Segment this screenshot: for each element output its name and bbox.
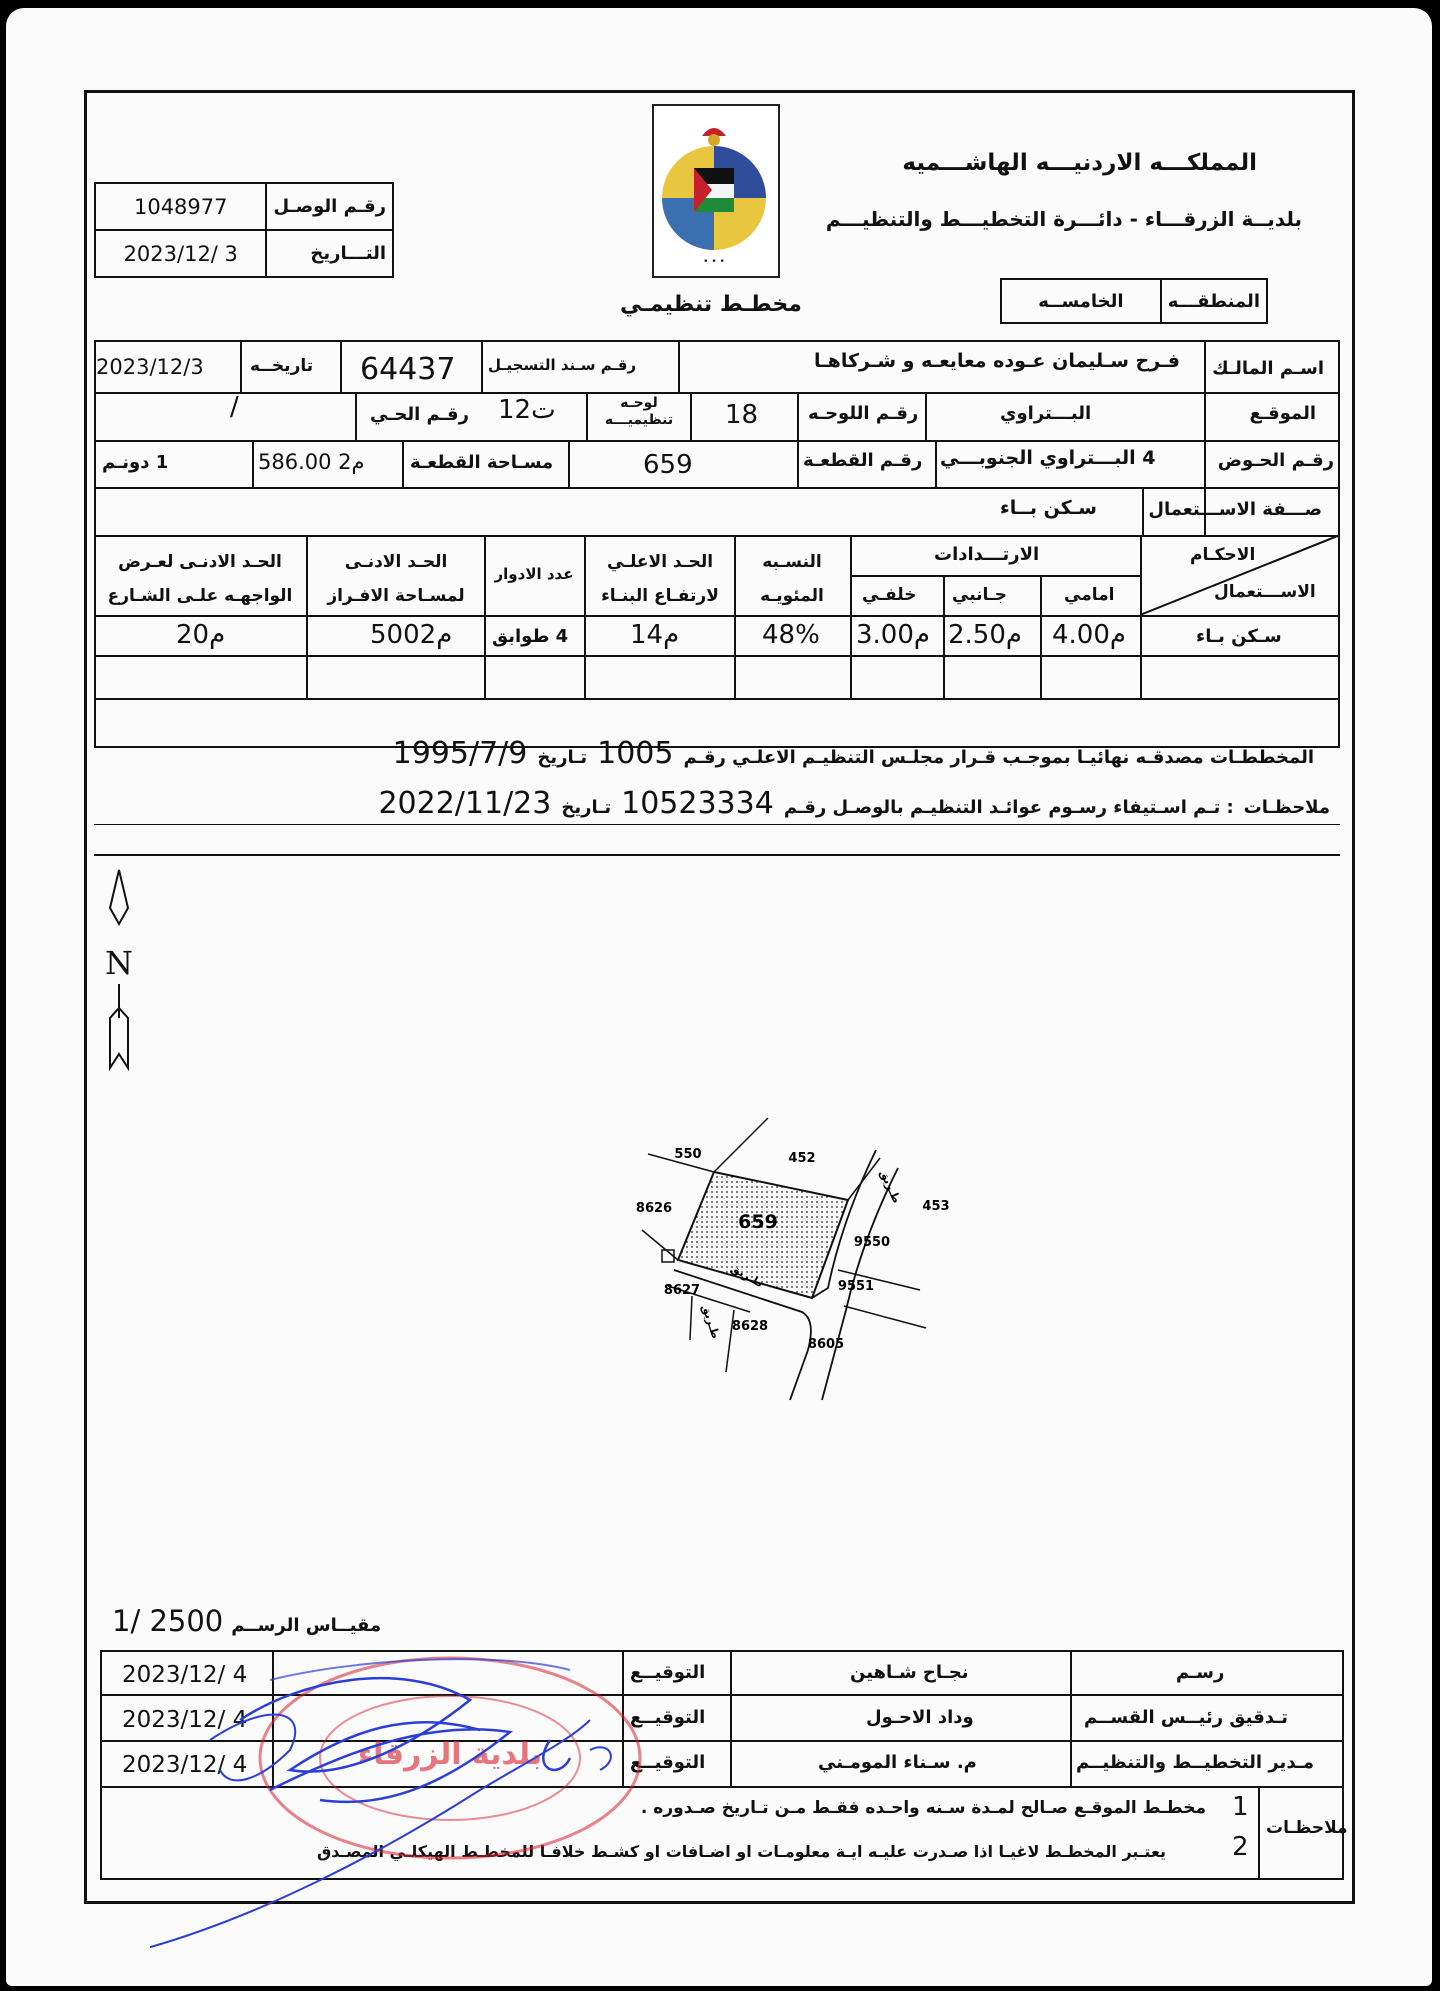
- floors-label: عدد الادوار: [494, 565, 574, 583]
- neighbor-452: 452: [788, 1151, 816, 1166]
- sig-date-director: 2023/12/ 4: [122, 1752, 248, 1778]
- reg-min-area-value: 500م2: [370, 620, 453, 650]
- neighbor-550: 550: [674, 1147, 702, 1162]
- receipt-date-label: التـــاريخ: [266, 230, 393, 277]
- neighbor-8627: 8627: [663, 1283, 701, 1298]
- approval-line: [393, 736, 1314, 771]
- reg-date-label: تاريخــه: [250, 356, 314, 376]
- reg-side-value: 2.50م: [948, 620, 1022, 650]
- neighbor-8628: 8628: [731, 1319, 769, 1334]
- reg-ratio-value: 48%: [762, 620, 820, 650]
- scale-value: 1/ 2500: [112, 1604, 224, 1638]
- reg-date-value: 2023/12/3: [96, 355, 204, 379]
- fees-note-label: ملاحظـات: [1243, 797, 1330, 818]
- sig-role-audit: تـدقيق رئيــس القســم: [1084, 1707, 1289, 1728]
- neighbor-8626: 8626: [635, 1201, 673, 1216]
- map-parcel-label: 659: [738, 1211, 778, 1233]
- fees-note-line: [378, 786, 1330, 821]
- sig-label-drawn: التوقيــع: [630, 1662, 706, 1683]
- reg-height-value: 14م: [630, 620, 680, 650]
- north-arrow: [100, 868, 150, 1074]
- approval-date: 1995/7/9: [392, 736, 528, 771]
- municipality-title: بلديــة الزرقـــاء - دائـــرة التخطيـــط والتنظيـــم: [825, 207, 1302, 231]
- approval-number: 1005: [597, 736, 674, 771]
- dunum-value: 1 دونـم: [102, 452, 169, 473]
- sig-name-director: م. سـناء المومـني: [818, 1752, 977, 1773]
- district-value: /: [230, 392, 239, 422]
- sig-label-audit: التوقيــع: [630, 1707, 706, 1728]
- parcel-value: 659: [643, 450, 693, 480]
- back-label: خلفـي: [862, 585, 917, 605]
- plan-sheet-value: ت12: [498, 395, 556, 425]
- receipt-number: 1048977: [95, 183, 266, 230]
- sig-label-director: التوقيــع: [630, 1752, 706, 1773]
- basin-value: 4 البـــتراوي الجنوبـــي: [940, 447, 1156, 469]
- usage-label: الاســـتعمال: [1214, 582, 1316, 602]
- rules-label: الاحكـام: [1190, 545, 1256, 565]
- svg-text:• • •: • • •: [703, 257, 725, 267]
- zone-value: الخامســه: [1001, 279, 1161, 323]
- sig-role-director: مـدير التخطيــط والتنظيــم: [1076, 1752, 1315, 1773]
- sig-date-audit: 2023/12/ 4: [122, 1707, 248, 1733]
- front-label: امامي: [1064, 585, 1115, 605]
- scale-line: [112, 1604, 381, 1638]
- note2-number: 2: [1232, 1832, 1249, 1862]
- area-value: 586.00 م2: [258, 450, 365, 474]
- reg-front-value: 4.00م: [1052, 620, 1126, 650]
- owner-label: اسـم المالـك: [1212, 358, 1324, 379]
- note1-text: مخطـط الموقـع صـالح لمـدة سـنه واحـده فقـط مـن تـاريخ صـدوره .: [640, 1798, 1206, 1818]
- site-map: [630, 1110, 960, 1410]
- plan-sheet-label: لوحـه تنظيميـــه: [604, 395, 674, 428]
- neighbor-8605: 8605: [807, 1337, 845, 1352]
- receipt-date: 2023/12/ 3: [95, 230, 266, 277]
- location-label: الموقـع: [1249, 403, 1316, 424]
- district-label: رقـم الحـي: [370, 404, 469, 425]
- zone-label: المنطقـــه: [1161, 279, 1267, 323]
- road-label-west: طـريق: [699, 1302, 723, 1341]
- receipt-box: [94, 182, 394, 278]
- area-label: مسـاحة القطعـة: [410, 452, 554, 473]
- scale-label: مقيــاس الرســم: [231, 1615, 382, 1636]
- setbacks-label: الارتـــدادات: [934, 544, 1040, 565]
- zone-box: [1000, 278, 1268, 324]
- sig-role-drawn: رسـم: [1176, 1662, 1225, 1683]
- footer-notes-label: ملاحظـات: [1266, 1818, 1348, 1838]
- reg-floors-value: 4 طوابق: [492, 626, 569, 647]
- fees-note-text: : تـم اسـتيفاء رسـوم عوائـد التنظيـم بالوصـل رقـم: [783, 797, 1234, 818]
- document-title: مخطـط تنظيمـي: [620, 292, 802, 317]
- reg-deed-label: رقـم سـند التسجيـل: [488, 356, 637, 374]
- sheet-label: رقـم اللوحـه: [808, 403, 919, 424]
- road-label-mid: طـريق: [728, 1261, 766, 1291]
- reg-usage-value: سـكن بـاء: [1196, 626, 1282, 647]
- reg-min-width-value: 20م: [176, 620, 226, 650]
- sig-date-drawn: 2023/12/ 4: [122, 1662, 248, 1688]
- ratio-label: النسـبه المئويـه: [760, 552, 824, 606]
- parcel-label: رقـم القطعـة: [803, 450, 923, 471]
- min-width-label: الحـد الادنـى لعـرض الواجهـه علـى الشـارع: [107, 552, 293, 606]
- sheet-value: 18: [725, 400, 759, 430]
- sig-name-audit: وداد الاحـول: [866, 1707, 974, 1728]
- note2-text: يعتـبر المخطـط لاغيـا اذا صـدرت عليـه ايـة معلومـات او اضـافات او كشـط خلافـا للمخطـط الهيكلـي المصـدق: [316, 1842, 1166, 1861]
- use-value: سـكن بــاء: [1000, 497, 1097, 519]
- side-label: جـانبي: [952, 585, 1007, 605]
- note1-number: 1: [1232, 1792, 1249, 1822]
- road-label-east: طـريق: [877, 1167, 904, 1206]
- fees-receipt-number: 10523334: [621, 786, 774, 821]
- approval-text: المخططـات مصدقـه نهائيـا بموجـب قـرار مجلـس التنظيـم الاعلـي رقـم: [683, 747, 1314, 768]
- approval-date-label: تـاريخ: [537, 747, 588, 768]
- receipt-label: رقـم الوصـل: [266, 183, 393, 230]
- reg-back-value: 3.00م: [856, 620, 930, 650]
- owner-value: فـرح سـليمان عـوده معايعـه و شـركاهـا: [814, 350, 1180, 372]
- max-height-label: الحـد الاعلـي لارتفـاع البنـاء: [601, 552, 719, 606]
- reg-deed-value: 64437: [360, 352, 456, 387]
- basin-label: رقـم الحـوض: [1217, 450, 1334, 471]
- stamp-text: بلدية الزرقاء: [357, 1737, 543, 1772]
- fees-date: 2022/11/23: [378, 786, 552, 821]
- municipality-emblem: [652, 104, 780, 278]
- use-label: صـــفة الاســـتعمال: [1148, 499, 1322, 520]
- min-area-label: الحـد الادنـى لمسـاحة الافـراز: [327, 552, 465, 606]
- fees-date-label: تـاريخ: [561, 797, 612, 818]
- kingdom-title: المملكـــه الاردنيـــه الهاشـــميه: [902, 150, 1257, 176]
- neighbor-453: 453: [922, 1199, 950, 1214]
- north-label: N: [105, 944, 133, 982]
- neighbor-9551: 9551: [837, 1279, 875, 1294]
- location-value: البـــتراوي: [1000, 403, 1092, 424]
- neighbor-9550: 9550: [853, 1235, 891, 1250]
- sig-name-drawn: نجـاح شـاهين: [850, 1662, 969, 1683]
